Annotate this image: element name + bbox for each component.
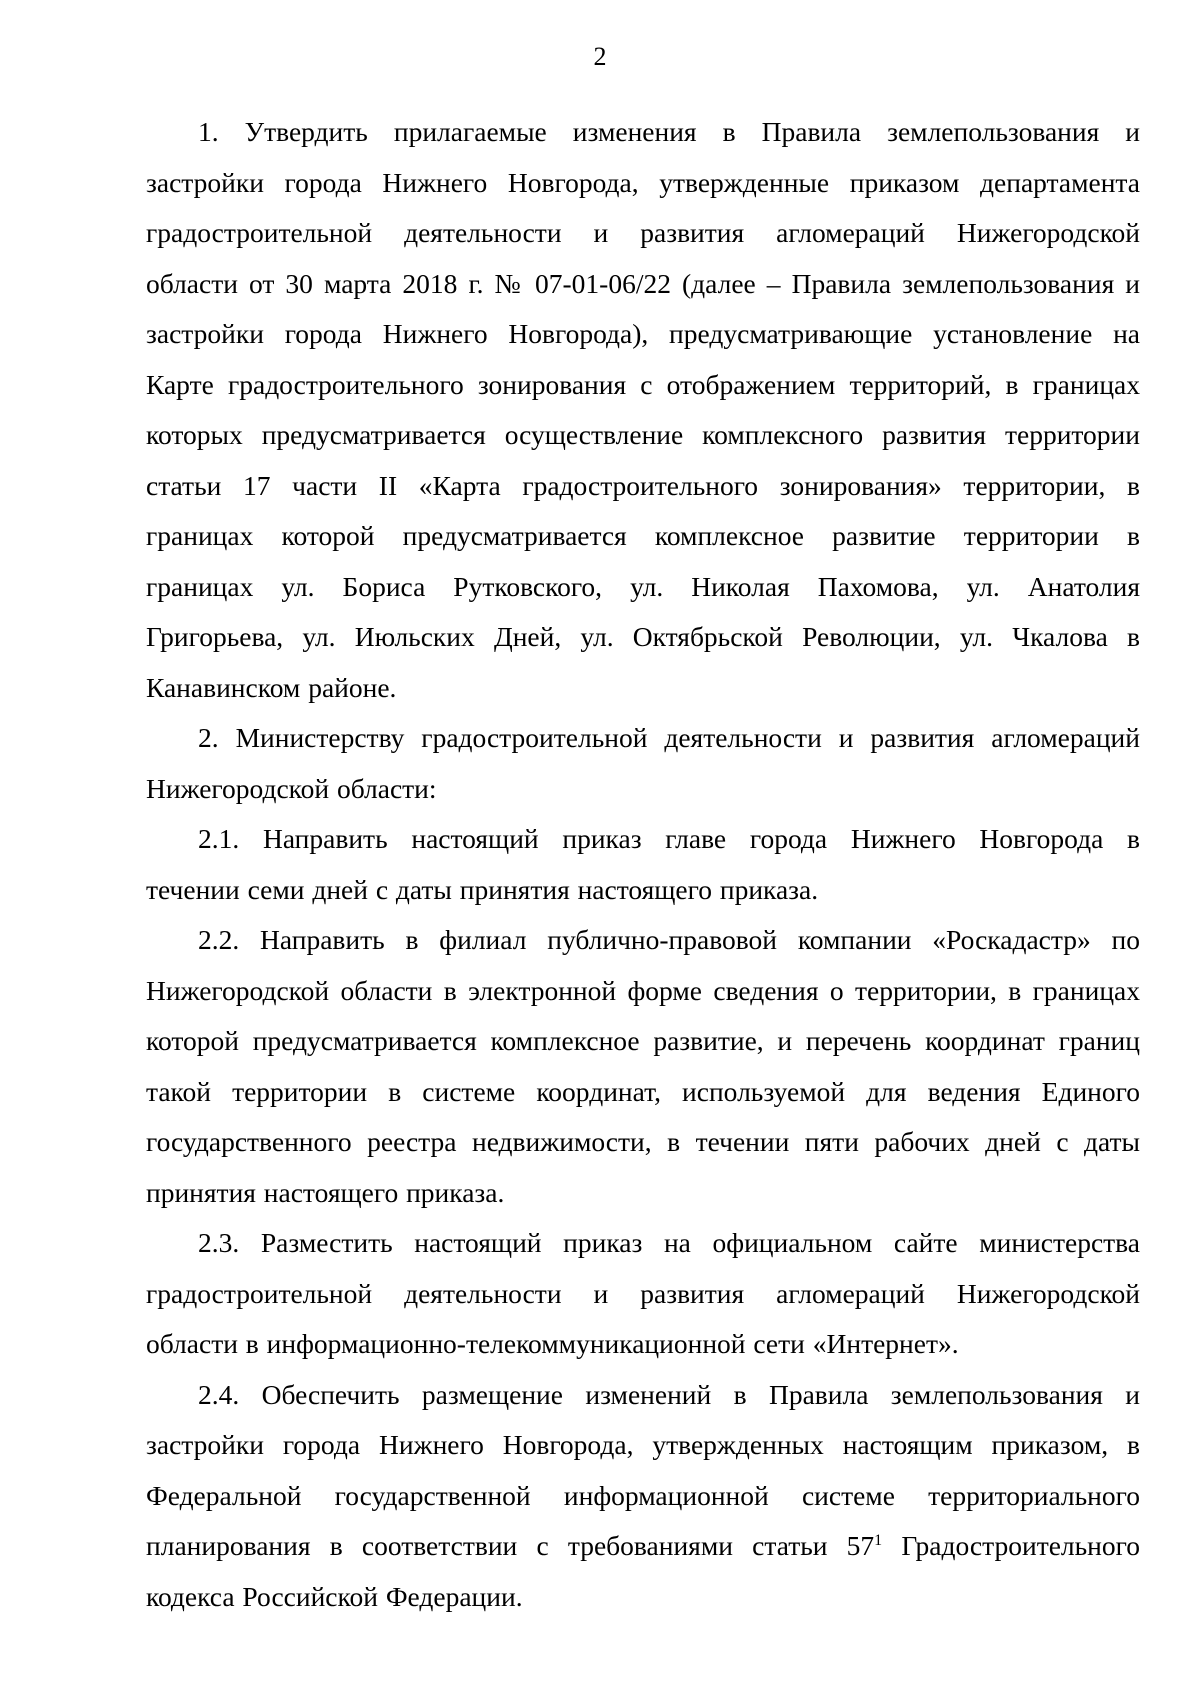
paragraph-2-4-line: Федеральной государственной информационной системе территориального [146,1479,1140,1511]
document-body [146,107,1140,1622]
paragraph-1-line: границах которой предусматривается комплексное развитие территории в [146,520,1140,551]
paragraph-1-line: градостроительной деятельности и развития агломераций Нижегородской [146,217,1140,248]
paragraph-1-line: Карте градостроительного зонирования с отображением территорий, в границах [146,368,1140,400]
paragraph-2-2-line: принятия настоящего приказа. [146,1176,505,1208]
paragraph-2-2-line: 2.2. Направить в филиал публично-правовой компании «Роскадастр» по [198,924,1140,955]
paragraph-2-4-line-with-superscript [146,1521,1140,1572]
paragraph-2-4-line-tail: Градостроительного [882,1530,1140,1561]
paragraph-1-line: застройки города Нижнего Новгорода, утвержденные приказом департамента [146,166,1140,198]
paragraph-2-4-line: кодекса Российской Федерации. [146,1580,523,1612]
page-number: 2 [593,42,607,71]
paragraph-2-2-line: такой территории в системе координат, используемой для ведения Единого [146,1075,1140,1107]
paragraph-2-4-line-head: планирования в соответствии с требованиями статьи 57 [146,1530,875,1561]
paragraph-1-line: которых предусматривается осуществление комплексного развития территории [146,419,1140,450]
paragraph-2-3-line: 2.3. Разместить настоящий приказ на официальном сайте министерства [198,1227,1140,1258]
paragraph-2-2-line: Нижегородской области в электронной форме сведения о территории, в границах [146,974,1140,1006]
paragraph-2-3-line: области в информационно-телекоммуникационной сети «Интернет». [146,1328,959,1359]
paragraph-2-1-line: течении семи дней с даты принятия настоящего приказа. [146,873,819,905]
paragraph-2-4-line: 2.4. Обеспечить размещение изменений в Правила землепользования и [198,1378,1140,1410]
paragraph-2-3-line: градостроительной деятельности и развития агломераций Нижегородской [146,1277,1140,1309]
paragraph-2-1-line: 2.1. Направить настоящий приказ главе города Нижнего Новгорода в [198,823,1140,854]
paragraph-1-line: статьи 17 части II «Карта градостроительного зонирования» территории, в [146,469,1140,501]
paragraph-2-2-line: которой предусматривается комплексное развитие, и перечень координат границ [146,1025,1140,1056]
paragraph-2-4-line: застройки города Нижнего Новгорода, утвержденных настоящим приказом, в [146,1429,1140,1460]
paragraph-1-line: границах ул. Бориса Рутковского, ул. Николая Пахомова, ул. Анатолия [146,570,1140,602]
paragraph-1-line: Григорьева, ул. Июльских Дней, ул. Октябрьской Революции, ул. Чкалова в [146,621,1140,652]
paragraph-1-line: 1. Утвердить прилагаемые изменения в Правила землепользования и [198,116,1140,147]
paragraph-2-line: 2. Министерству градостроительной деятельности и развития агломераций [198,722,1140,753]
paragraph-2-line: Нижегородской области: [146,772,437,804]
paragraph-1-line: Канавинском районе. [146,671,397,703]
paragraph-2-2-line: государственного реестра недвижимости, в течении пяти рабочих дней с даты [146,1126,1140,1157]
paragraph-1-line: области от 30 марта 2018 г. № 07-01-06/22 (далее – Правила землепользования и [146,267,1140,299]
article-superscript: 1 [874,1531,883,1549]
paragraph-1-line: застройки города Нижнего Новгорода), предусматривающие установление на [146,318,1140,349]
